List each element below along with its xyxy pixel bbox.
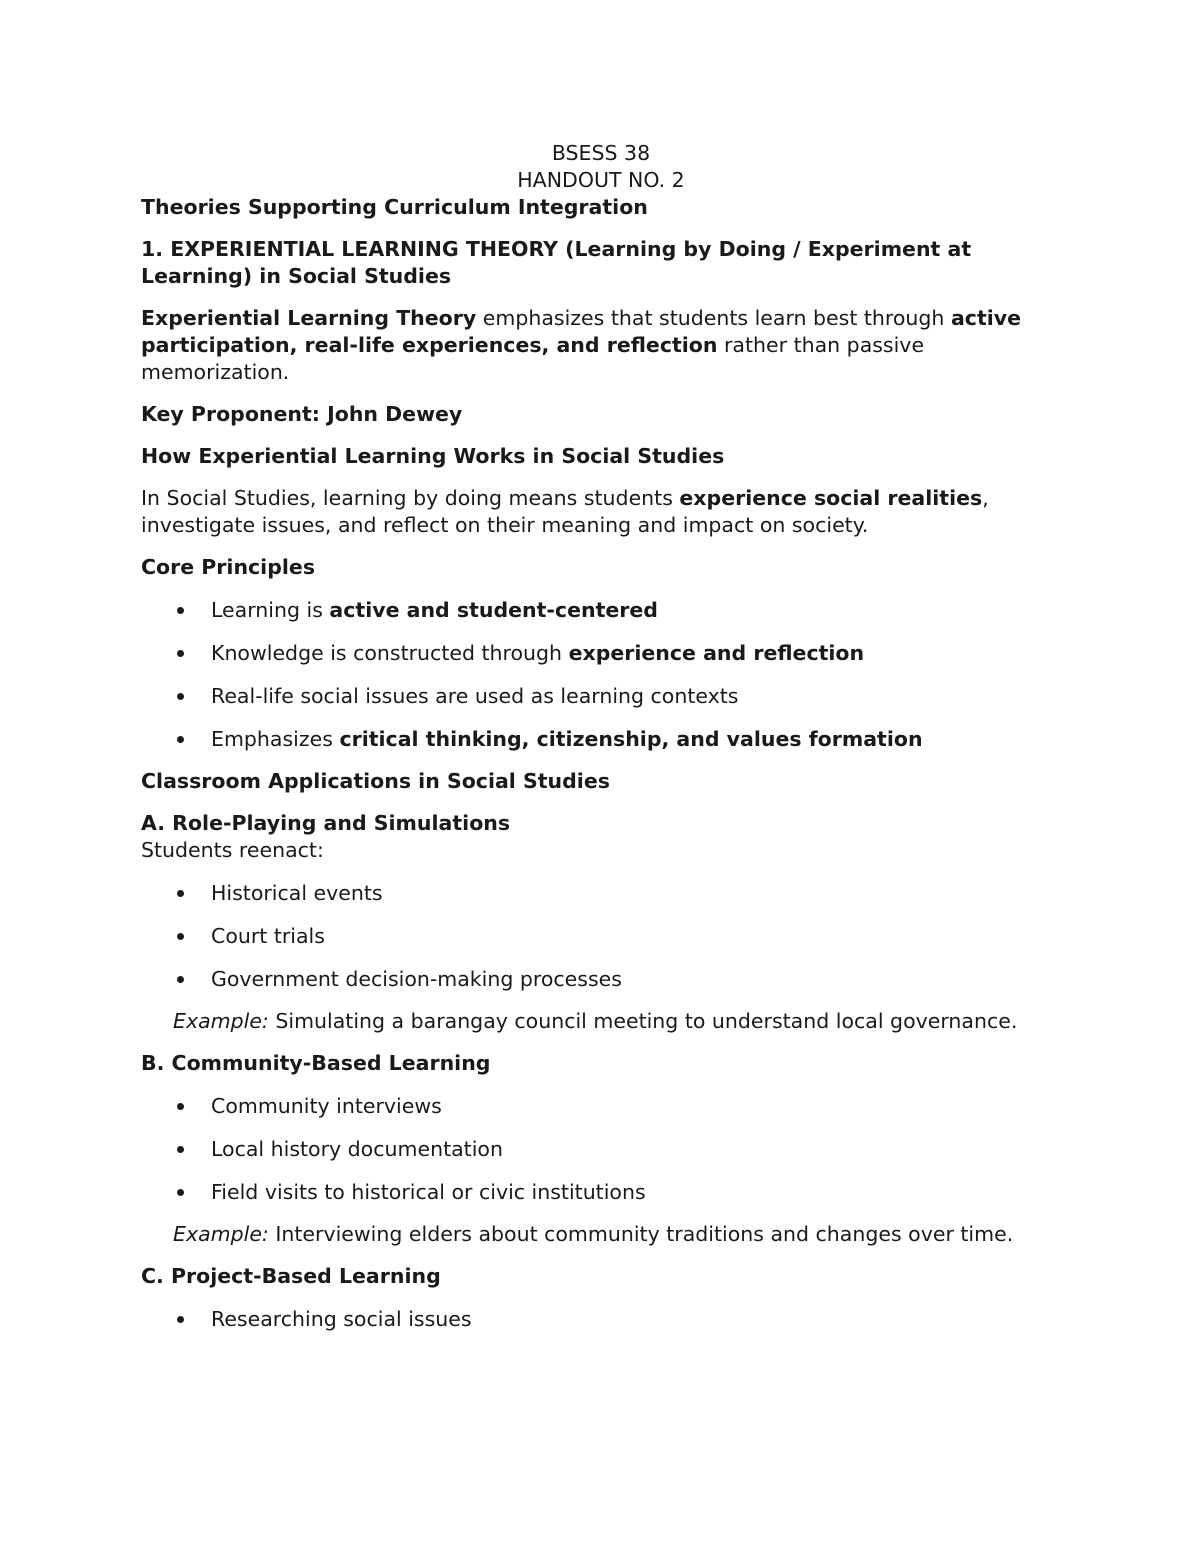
list-item-bold: critical thinking, citizenship, and values formation [339, 727, 923, 751]
project-heading: C. Project-Based Learning [141, 1264, 441, 1288]
list-item-text: Real-life social issues are used as learning contexts [211, 684, 739, 708]
community-list [141, 1093, 1061, 1206]
how-heading: How Experiential Learning Works in Social Studies [141, 444, 725, 468]
role-play-heading: A. Role-Playing and Simulations [141, 811, 511, 835]
list-item: Government decision-making processes [141, 966, 1061, 993]
how-text-2: , investigate issues, and reflect on their meaning and impact on society. [141, 486, 989, 537]
intro-text-2: rather than passive memorization. [141, 333, 925, 384]
intro-text-1: emphasizes that students learn best through [476, 306, 951, 330]
project-list [141, 1306, 1061, 1333]
community-example [141, 1221, 1061, 1248]
how-paragraph [141, 485, 1061, 539]
list-item: Court trials [141, 923, 1061, 950]
list-item: Historical events [141, 880, 1061, 907]
list-item: Researching social issues [141, 1306, 1061, 1333]
core-principles-list [141, 597, 1061, 753]
key-proponent: Key Proponent: John Dewey [141, 402, 463, 426]
handout-page [141, 140, 1061, 1333]
list-item-text: Learning is [211, 598, 330, 622]
list-item [141, 726, 1061, 753]
list-item-bold: experience and reflection [568, 641, 865, 665]
handout-topic: Theories Supporting Curriculum Integration [141, 195, 648, 219]
role-play-list [141, 880, 1061, 993]
list-item [141, 597, 1061, 624]
course-code: BSESS 38 [551, 141, 651, 165]
list-item-bold: active and student-centered [329, 598, 658, 622]
example-label: Example: [173, 1009, 269, 1033]
intro-bold-phrase: active participation, real-life experiences, and reflection [141, 306, 1022, 357]
list-item [141, 683, 1061, 710]
section-title: 1. EXPERIENTIAL LEARNING THEORY (Learning by Doing / Experiment at Learning) in Social Studies [141, 237, 972, 288]
intro-bold-term: Experiential Learning Theory [141, 306, 477, 330]
intro-paragraph [141, 305, 1061, 386]
community-heading: B. Community-Based Learning [141, 1051, 491, 1075]
list-item: Community interviews [141, 1093, 1061, 1120]
list-item: Local history documentation [141, 1136, 1061, 1163]
example-text: Simulating a barangay council meeting to understand local governance. [268, 1009, 1018, 1033]
example-text: Interviewing elders about community traditions and changes over time. [268, 1222, 1014, 1246]
list-item [141, 640, 1061, 667]
role-play-lead: Students reenact: [141, 838, 324, 862]
how-text-1: In Social Studies, learning by doing means students [141, 486, 680, 510]
list-item-text: Emphasizes [211, 727, 340, 751]
applications-heading: Classroom Applications in Social Studies [141, 769, 610, 793]
role-play-example [141, 1008, 1061, 1035]
example-label: Example: [173, 1222, 269, 1246]
how-bold: experience social realities [679, 486, 983, 510]
handout-number: HANDOUT NO. 2 [517, 168, 685, 192]
list-item-text: Knowledge is constructed through [211, 641, 569, 665]
core-principles-heading: Core Principles [141, 555, 316, 579]
list-item: Field visits to historical or civic institutions [141, 1179, 1061, 1206]
